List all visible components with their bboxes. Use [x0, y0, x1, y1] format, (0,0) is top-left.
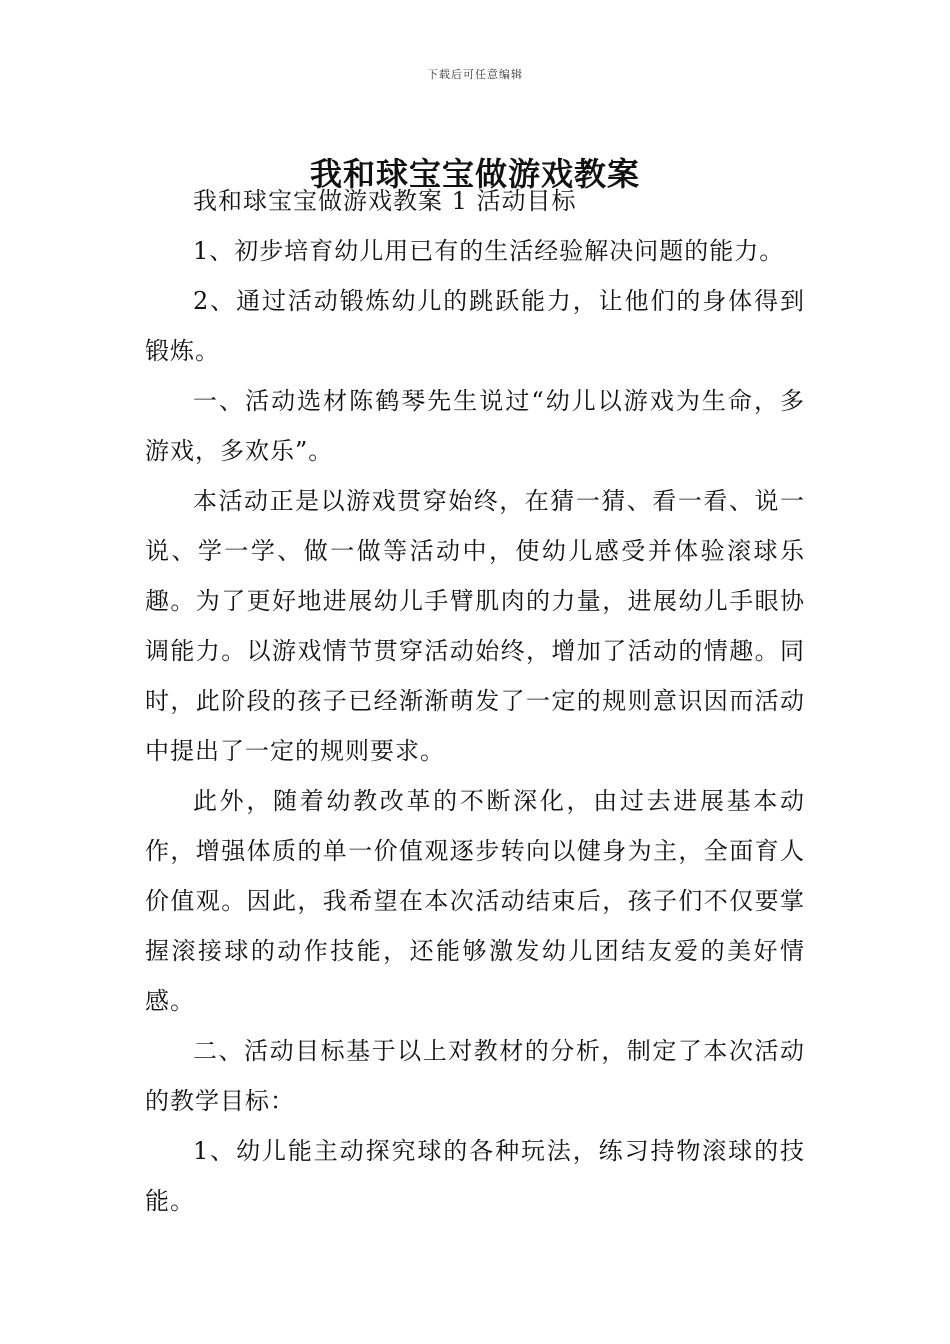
document-body: [145, 176, 805, 1226]
page-header-note: 下载后可任意编辑: [427, 68, 523, 81]
paragraph-goal-1: 1、初步培育幼儿用已有的生活经验解决问题的能力。: [193, 237, 785, 265]
paragraph-goal-2: 2、通过活动锻炼幼儿的跳跃能力，让他们的身体得到锻炼。: [145, 287, 805, 365]
paragraph-activity-description: 本活动正是以游戏贯穿始终，在猜一猜、看一看、说一说、学一学、做一做等活动中，使幼儿感受并体验滚球乐趣。为了更好地进展幼儿手臂肌肉的力量，进展幼儿手眼协调能力。以游戏情节贯穿活动始终，增加了活动的情趣。同时，此阶段的孩子已经渐渐萌发了一定的规则意识因而活动中提出了一定的规则要求。: [145, 487, 805, 765]
paragraph-teaching-goal-1: 1、幼儿能主动探究球的各种玩法，练习持物滚球的技能。: [145, 1137, 805, 1215]
document-title: 我和球宝宝做游戏教案: [309, 155, 640, 194]
paragraph-subtitle: 我和球宝宝做游戏教案 1 活动目标: [193, 187, 577, 215]
paragraph-education-reform: 此外，随着幼教改革的不断深化，由过去进展基本动作，增强体质的单一价值观逐步转向以健身为主，全面育人价值观。因此，我希望在本次活动结束后，孩子们不仅要掌握滚接球的动作技能，还能够激发幼儿团结友爱的美好情感。: [145, 787, 805, 1015]
paragraph-section-1: 一、活动选材陈鹤琴先生说过“幼儿以游戏为生命，多游戏，多欢乐”。: [145, 387, 805, 465]
paragraph-section-2: 二、活动目标基于以上对教材的分析，制定了本次活动的教学目标：: [145, 1037, 805, 1115]
